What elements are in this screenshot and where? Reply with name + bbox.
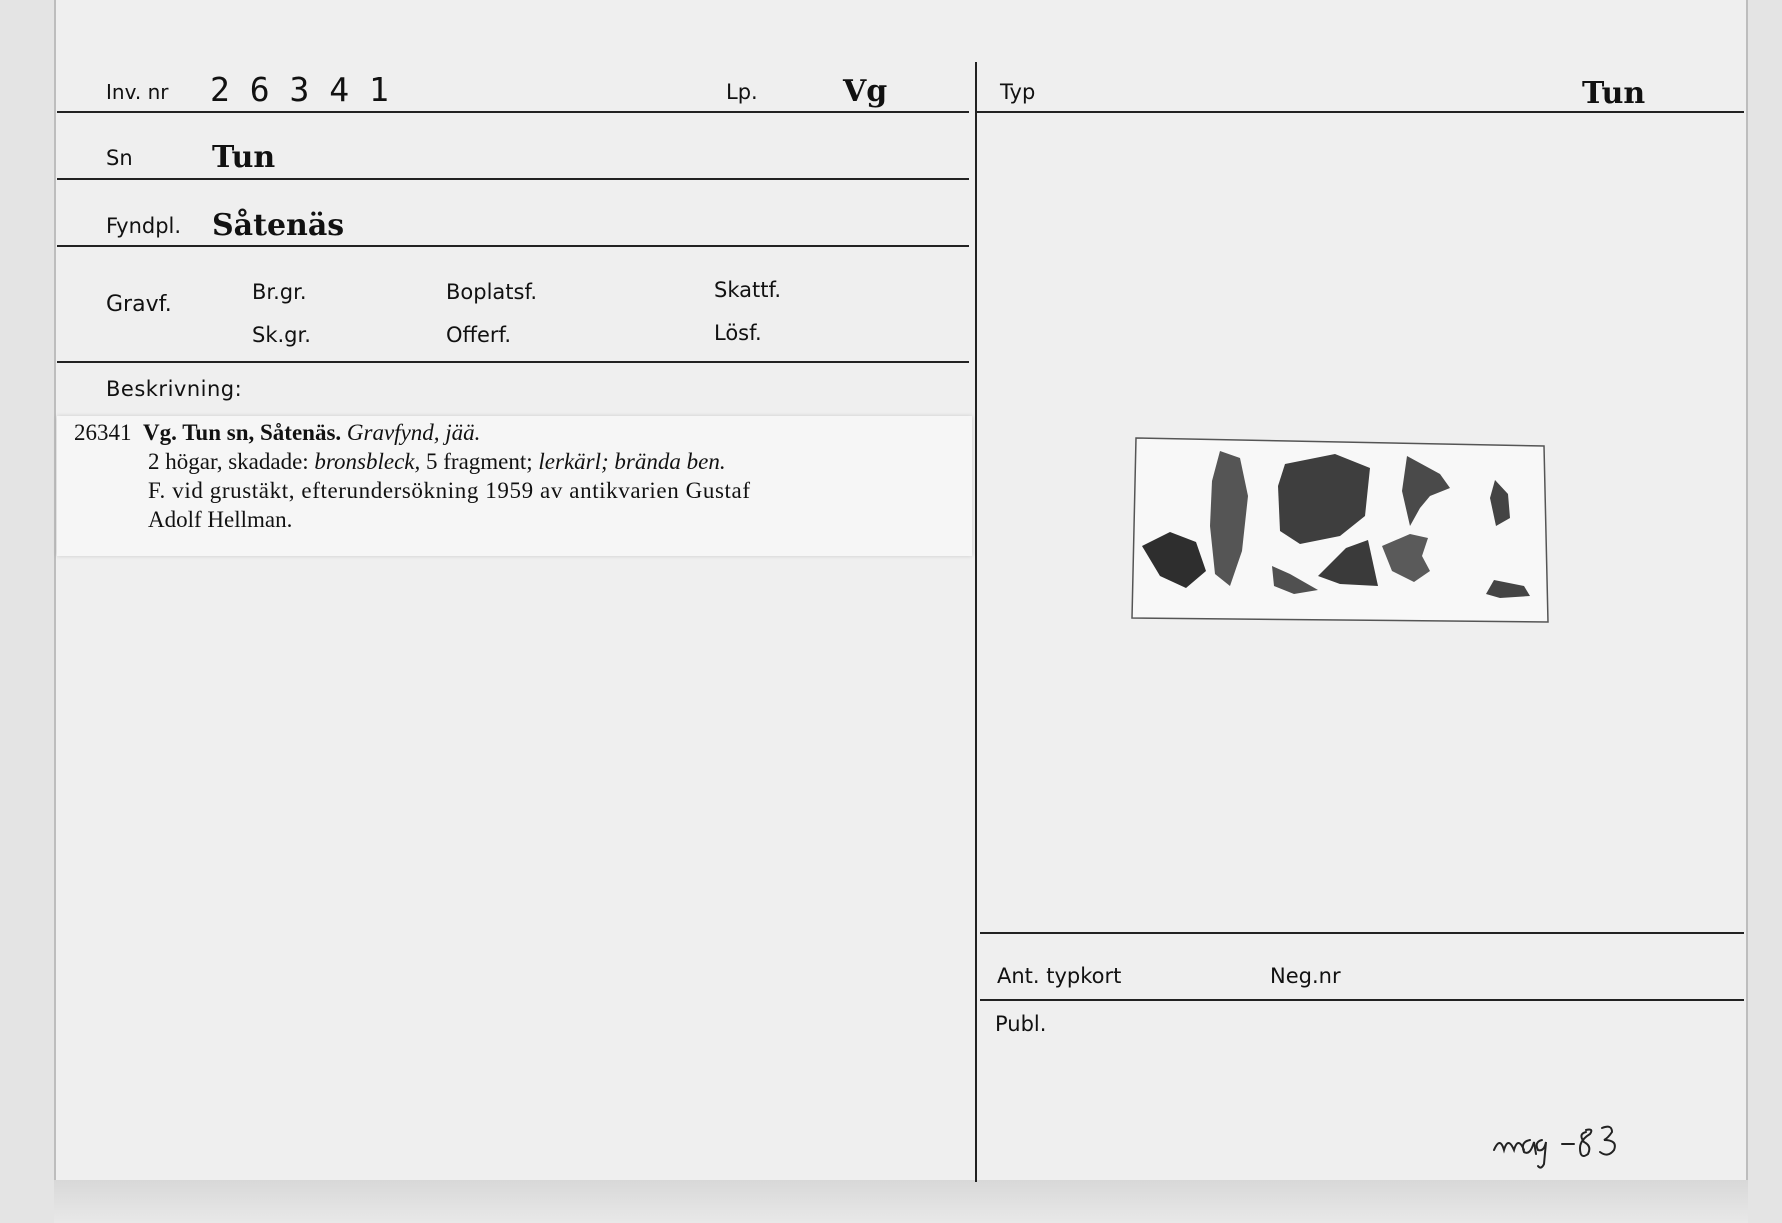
sn-label: Sn [106,146,133,170]
skgr-label: Sk.gr. [252,323,311,347]
rule-fyndpl [57,245,969,247]
description-number: 26341 [74,420,132,445]
description-line-3: F. vid grustäkt, efterundersökning 1959 av antikvarien Gustaf [148,478,751,503]
rule-inv [57,111,969,113]
rule-ant-typkort-top [980,932,1744,934]
fyndpl-value: Såtenäs [212,208,345,243]
typ-label: Typ [1000,80,1036,104]
description-line-2: 2 högar, skadade: bronsbleck, 5 fragment; lerkärl; brända ben. [148,449,726,474]
brgr-label: Br.gr. [252,280,307,304]
sn-value: Tun [212,140,276,175]
rule-typ [976,111,1744,113]
ant-typkort-label: Ant. typkort [997,964,1122,988]
description-line-1 [74,420,480,446]
description-find-type: Gravfynd, jää. [346,420,481,445]
description-locality: Vg. Tun sn, Såtenäs. [143,420,342,445]
rule-gravf [57,361,969,363]
inv-nr-label: Inv. nr [106,80,169,104]
offerf-label: Offerf. [446,323,512,347]
rule-sn [57,178,969,180]
boplatsf-label: Boplatsf. [446,280,538,304]
artifact-photo [1130,436,1550,624]
gravf-label: Gravf. [106,292,172,317]
inv-nr-value: 2 6 3 4 1 [210,70,389,109]
rule-publ-top [980,999,1744,1001]
handwritten-signature [1490,1110,1690,1180]
losf-label: Lösf. [714,321,762,345]
lp-value: Vg [843,74,888,109]
lp-label: Lp. [726,80,758,104]
beskrivning-label: Beskrivning: [106,377,243,401]
typ-value: Tun [1582,76,1646,111]
publ-label: Publ. [995,1012,1047,1036]
description-line-4: Adolf Hellman. [148,507,293,532]
skattf-label: Skattf. [714,278,781,302]
fyndpl-label: Fyndpl. [106,214,182,238]
card-bottom-edge [54,1180,1748,1223]
neg-nr-label: Neg.nr [1270,964,1341,988]
column-divider [975,62,977,1182]
